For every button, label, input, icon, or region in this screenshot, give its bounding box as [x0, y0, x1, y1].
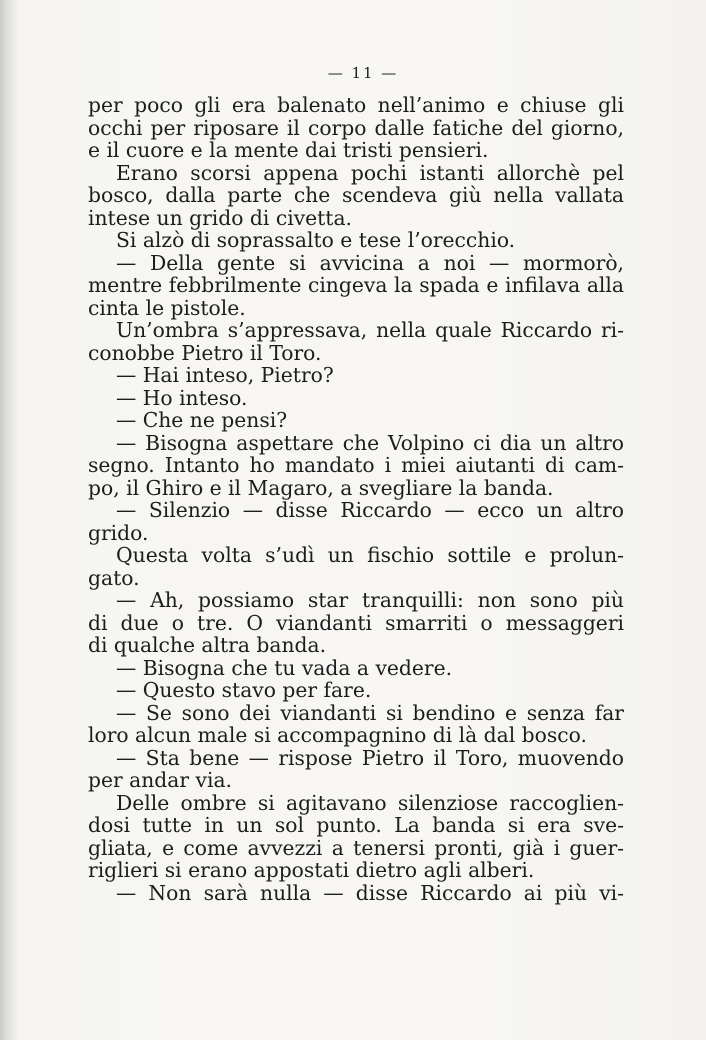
- text-line: Un’ombra s’appressava, nella quale Riccardo ri-: [116, 318, 624, 342]
- text-line: gliata, e come avvezzi a tenersi pronti, già i guer-: [88, 835, 624, 860]
- body-text: [88, 94, 624, 904]
- text-line: — Ho inteso.: [116, 385, 248, 410]
- text-line: mentre febbrilmente cingeva la spada e infilava alla: [88, 273, 624, 297]
- text-line: — Questo stavo per fare.: [116, 678, 372, 702]
- text-line: di due o tre. O viandanti smarriti o messaggeri: [88, 610, 624, 635]
- text-line: — Non sarà nulla — disse Riccardo ai più vi-: [116, 880, 624, 905]
- text-line: e il cuore e la mente dai tristi pensieri.: [88, 138, 489, 162]
- text-line: per poco gli era balenato nell’animo e chiuse gli: [88, 93, 624, 117]
- text-line: — Che ne pensi?: [116, 408, 288, 432]
- text-line: — Sta bene — rispose Pietro il Toro, muovendo: [116, 745, 624, 770]
- text-line: bosco, dalla parte che scendeva giù nella vallata: [88, 183, 624, 207]
- text-line: — Silenzio — disse Riccardo — ecco un altro: [116, 498, 624, 522]
- text-line: — Hai inteso, Pietro?: [116, 363, 334, 387]
- text-line: di qualche altra banda.: [88, 633, 327, 657]
- text-line: conobbe Pietro il Toro.: [88, 340, 322, 365]
- text-line: dosi tutte in un sol punto. La banda si era sve-: [88, 813, 624, 837]
- text-line: po, il Ghiro e il Magaro, a svegliare la banda.: [88, 475, 554, 500]
- text-line: riglieri si erano appostati dietro agli alberi.: [88, 858, 535, 882]
- text-line: — Della gente si avvicina a noi — mormorò,: [116, 250, 624, 275]
- text-line: Erano scorsi appena pochi istanti allorchè pel: [116, 160, 624, 185]
- text-line: cinta le pistole.: [88, 295, 246, 320]
- text-line: segno. Intanto ho mandato i miei aiutanti di cam-: [88, 453, 624, 477]
- text-line: per andar via.: [88, 768, 232, 792]
- page-binding-shadow: [0, 0, 18, 1040]
- text-line: — Ah, possiamo star tranquilli: non sono più: [116, 588, 624, 612]
- text-line: — Se sono dei viandanti si bendino e senza far: [116, 700, 624, 725]
- text-line: Si alzò di soprassalto e tese l’orecchio.: [116, 228, 516, 252]
- text-line: intese un grido di civetta.: [88, 205, 352, 230]
- text-line: gato.: [88, 565, 140, 590]
- text-line: loro alcun male si accompagnino di là dal bosco.: [88, 723, 587, 747]
- text-line: — Bisogna che tu vada a vedere.: [116, 655, 453, 680]
- text-line: occhi per riposare il corpo dalle fatiche del giorno,: [88, 115, 624, 140]
- text-line: Questa volta s’udì un fischio sottile e prolun-: [116, 543, 624, 567]
- text-line: — Bisogna aspettare che Volpino ci dia un altro: [116, 430, 624, 455]
- page-number: — 11 —: [327, 64, 399, 82]
- text-line: Delle ombre si agitavano silenziose raccoglien-: [116, 790, 624, 815]
- text-line: grido.: [88, 520, 149, 545]
